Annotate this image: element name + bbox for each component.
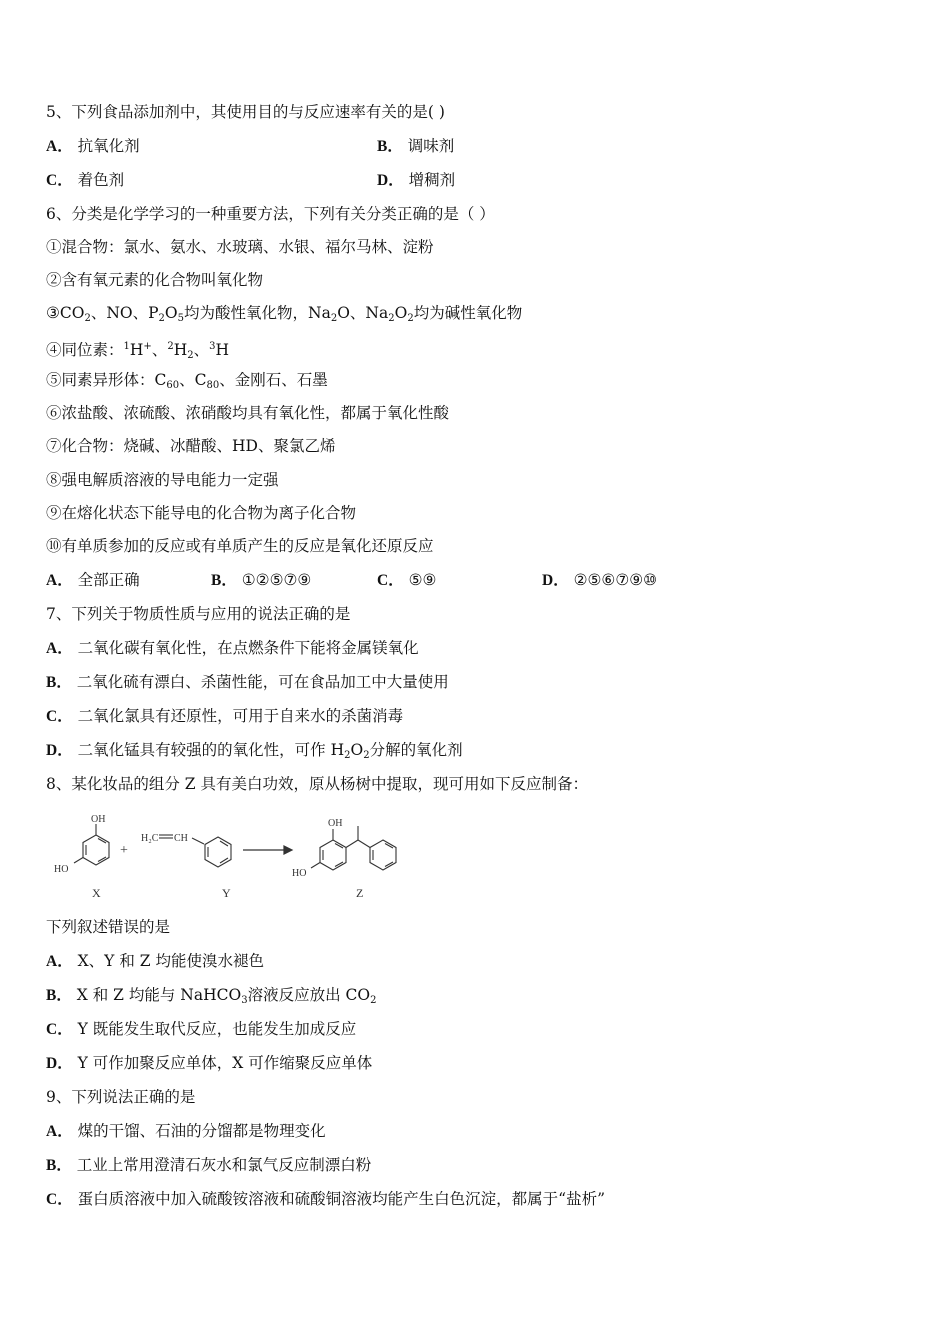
q9-option-b [46, 1154, 371, 1177]
q6-statement-1: ①混合物：氯水、氨水、水玻璃、水银、福尔马林、淀粉 [46, 238, 434, 256]
q7-option-d-label: D． [46, 742, 73, 759]
q6-s5-part: 、金刚石、石墨 [219, 371, 328, 389]
q7-stem: 7、下列关于物质性质与应用的说法正确的是 [46, 605, 351, 623]
q8-option-b [46, 984, 376, 1012]
q5-option-b-text: 调味剂 [407, 137, 455, 155]
q6-s3-sub: 2 [330, 313, 338, 324]
q6-statement-6: ⑥浓盐酸、浓硫酸、浓硝酸均具有氧化性，都属于氧化性酸 [46, 404, 450, 422]
z-ho-label: HO [292, 868, 307, 879]
q6-s3-part: 均为酸性氧化物，Na [184, 304, 331, 322]
q7-d-sub: 2 [344, 750, 351, 761]
plus-sign: + [120, 843, 128, 858]
q5-option-c-text: 着色剂 [77, 171, 125, 189]
q8-b-part: 溶液反应放出 CO [247, 986, 371, 1004]
q5-option-c-label: C． [46, 172, 73, 189]
z-label: Z [356, 886, 364, 900]
q8-option-a [46, 950, 264, 973]
q6-s3-sub: 2 [407, 313, 414, 324]
q6-statement-3 [46, 302, 522, 330]
q6-s3-part: 、NO、P [90, 304, 159, 322]
q6-s4-part: H [215, 341, 230, 359]
q6-option-d-label: D． [542, 572, 569, 589]
q8-option-c-text: Y 既能发生取代反应，也能发生加成反应 [77, 1020, 357, 1038]
q6-s5-part: 、C [179, 371, 207, 389]
q6-s3-sub: 5 [177, 313, 185, 324]
q9-option-a-label: A． [46, 1123, 73, 1140]
q8-question: 下列叙述错误的是 [46, 918, 171, 936]
q6-s3-part: ③CO [46, 304, 85, 322]
q6-option-d [542, 569, 657, 592]
q7-option-b-label: B． [46, 674, 72, 691]
q6-option-b-label: B． [211, 572, 237, 589]
q5-stem: 5、下列食品添加剂中，其使用目的与反应速率有关的是( ) [46, 103, 445, 121]
q8-option-b-label: B． [46, 987, 72, 1004]
q8-b-sub: 2 [370, 995, 377, 1006]
q6-s4-part: 、 [193, 341, 210, 359]
reaction-scheme-figure [46, 810, 426, 905]
q6-s4-part: H [129, 341, 144, 359]
q6-statement-9: ⑨在熔化状态下能导电的化合物为离子化合物 [46, 504, 357, 522]
q9-option-c-label: C． [46, 1191, 73, 1208]
y-ch-label: CH [174, 833, 188, 844]
q7-d-sub: 2 [363, 750, 370, 761]
molecule-z [311, 826, 396, 870]
q5-option-d-text: 增稠剂 [408, 171, 456, 189]
q6-s4-part: H [173, 341, 188, 359]
q6-s4-sup: 3 [209, 341, 216, 352]
x-oh-label: OH [91, 814, 106, 825]
q6-s3-sub: 2 [84, 313, 91, 324]
q5-option-c [46, 169, 124, 192]
q7-option-a-text: 二氧化碳有氧化性，在点燃条件下能将金属镁氧化 [77, 639, 419, 657]
q7-option-a-label: A． [46, 640, 73, 657]
q7-option-c-text: 二氧化氯具有还原性，可用于自来水的杀菌消毒 [77, 707, 404, 725]
q9-option-c [46, 1188, 605, 1211]
q9-option-c-text: 蛋白质溶液中加入硫酸铵溶液和硫酸铜溶液均能产生白色沉淀，都属于“盐析” [77, 1190, 605, 1208]
q5-option-b-label: B． [377, 138, 403, 155]
q6-s5-sub: 80 [206, 380, 220, 391]
x-label: X [92, 886, 101, 900]
q6-s4-part: 、 [151, 341, 168, 359]
q6-option-b-text: ①②⑤⑦⑨ [241, 571, 312, 589]
q6-s3-sub: 2 [388, 313, 395, 324]
q6-option-c [377, 569, 436, 592]
q6-stem: 6、分类是化学学习的一种重要方法，下列有关分类正确的是（ ） [46, 205, 495, 223]
q6-s4-sub: 2 [187, 350, 194, 361]
q7-option-c-label: C． [46, 708, 73, 725]
q6-s5-part: ⑤同素异形体：C [46, 371, 167, 389]
q8-option-d [46, 1052, 372, 1075]
q6-option-b [211, 569, 311, 592]
q6-s3-part: O [394, 304, 408, 322]
q9-option-a-text: 煤的干馏、石油的分馏都是物理变化 [77, 1122, 326, 1140]
q6-statement-10: ⑩有单质参加的反应或有单质产生的反应是氧化还原反应 [46, 537, 434, 555]
q6-s4-sup: 2 [167, 341, 174, 352]
q6-option-d-text: ②⑤⑥⑦⑨⑩ [573, 571, 658, 589]
q9-stem: 9、下列说法正确的是 [46, 1088, 196, 1106]
reaction-arrow [243, 846, 292, 854]
q7-d-part: O [350, 741, 364, 759]
q6-option-a-text: 全部正确 [77, 571, 140, 589]
q6-s3-part: 均为碱性氧化物 [413, 304, 523, 322]
q6-s3-part: O [164, 304, 178, 322]
q7-option-d [46, 739, 463, 767]
q6-statement-7: ⑦化合物：烧碱、冰醋酸、HD、聚氯乙烯 [46, 437, 336, 455]
q8-option-c-label: C． [46, 1021, 73, 1038]
q6-statement-8: ⑧强电解质溶液的导电能力一定强 [46, 471, 279, 489]
q7-option-c [46, 705, 403, 728]
q8-option-a-label: A． [46, 953, 73, 970]
q6-statement-5 [46, 369, 328, 397]
q5-option-a-text: 抗氧化剂 [77, 137, 140, 155]
q6-option-a-label: A． [46, 572, 73, 589]
q5-option-d-label: D． [377, 172, 404, 189]
q6-statement-2: ②含有氧元素的化合物叫氧化物 [46, 271, 264, 289]
q6-s4-part: ④同位素： [46, 341, 124, 359]
q6-s3-part: O、Na [337, 304, 389, 322]
q8-stem: 8、某化妆品的组分 Z 具有美白功效，原从杨树中提取，现可用如下反应制备： [46, 775, 588, 793]
q7-option-d-text: 二氧化锰具有较强的的氧化性，可作 H [77, 741, 345, 759]
q7-option-a [46, 637, 419, 660]
x-ho-label: HO [54, 864, 69, 875]
q6-statement-4 [46, 336, 229, 367]
q6-s3-sub: 2 [158, 313, 165, 324]
molecule-x [74, 824, 109, 865]
q8-b-sub: 3 [241, 995, 248, 1006]
y-label: Y [222, 886, 231, 900]
q6-s5-sub: 60 [166, 380, 180, 391]
q7-d-part: 分解的氧化剂 [369, 741, 463, 759]
q6-option-a [46, 569, 140, 592]
q6-option-c-label: C． [377, 572, 404, 589]
q7-option-b-text: 二氧化硫有漂白、杀菌性能，可在食品加工中大量使用 [76, 673, 449, 691]
q8-option-c [46, 1018, 356, 1041]
q5-option-a [46, 135, 140, 158]
q8-option-d-text: Y 可作加聚反应单体，X 可作缩聚反应单体 [77, 1054, 373, 1072]
q7-option-b [46, 671, 449, 694]
q8-option-a-text: X、Y 和 Z 均能使溴水褪色 [77, 952, 264, 970]
q5-option-a-label: A． [46, 138, 73, 155]
molecule-y [159, 835, 231, 867]
q6-s4-sup: 1 [123, 341, 130, 352]
z-oh-label: OH [328, 818, 343, 829]
q5-option-d [377, 169, 455, 192]
q8-option-b-text: X 和 Z 均能与 NaHCO [76, 986, 242, 1004]
q9-option-b-text: 工业上常用澄清石灰水和氯气反应制漂白粉 [76, 1156, 372, 1174]
q5-option-b [377, 135, 454, 158]
q9-option-a [46, 1120, 326, 1143]
q6-option-c-text: ⑤⑨ [408, 571, 437, 589]
q6-s4-sup: + [143, 341, 152, 352]
q9-option-b-label: B． [46, 1157, 72, 1174]
y-h2c-label: H₂C [141, 833, 159, 844]
q8-option-d-label: D． [46, 1055, 73, 1072]
